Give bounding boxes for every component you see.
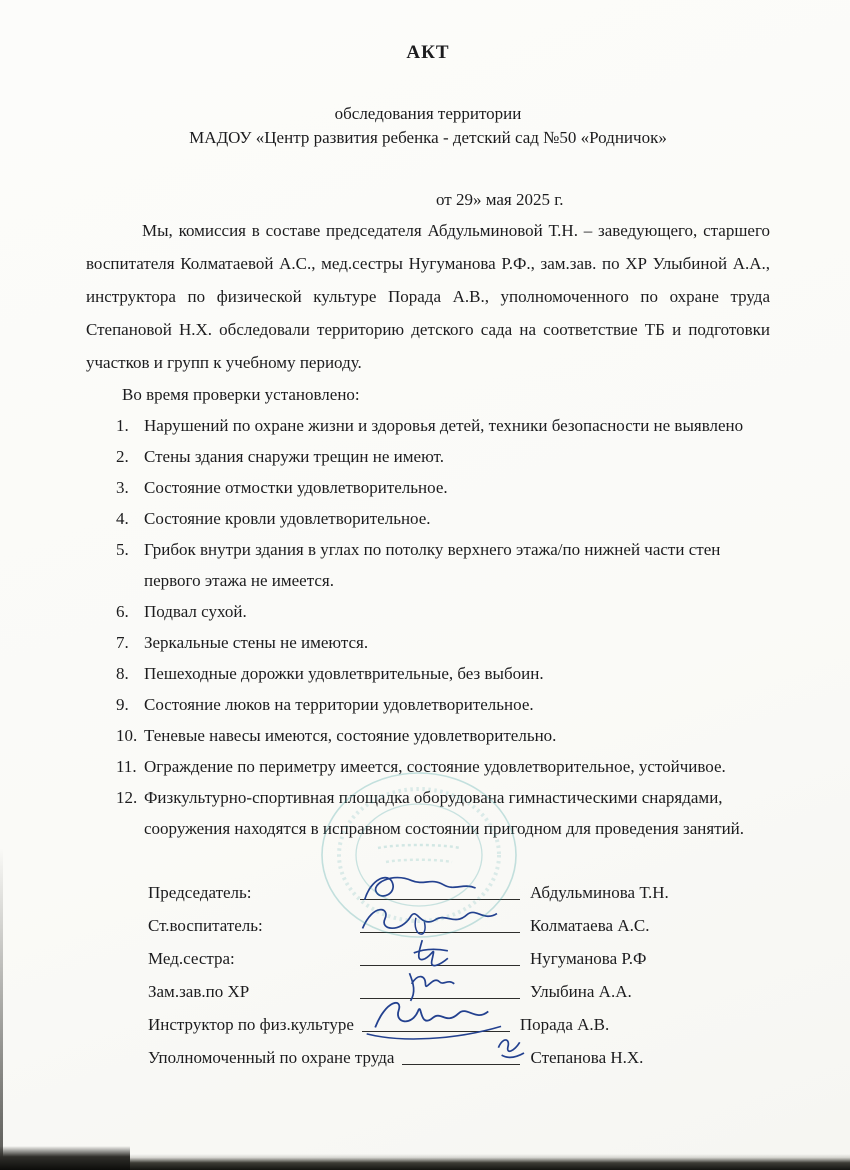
list-item <box>116 627 770 658</box>
signature-line <box>362 1012 510 1032</box>
signature-line <box>360 979 520 999</box>
list-item-text: Состояние люков на территории удовлетворительное. <box>144 695 534 714</box>
signature-name: Улыбина А.А. <box>530 982 632 1001</box>
list-item <box>116 689 770 720</box>
list-item <box>116 534 770 596</box>
list-item <box>116 503 770 534</box>
list-item-text: Подвал сухой. <box>144 602 247 621</box>
list-item <box>116 596 770 627</box>
list-item-number: 4. <box>116 509 129 528</box>
list-item-number: 8. <box>116 664 129 683</box>
signature-name: Абдульминова Т.Н. <box>530 883 669 902</box>
list-item-number: 3. <box>116 478 129 497</box>
list-item-text: Состояние отмостки удовлетворительное. <box>144 478 448 497</box>
scan-edge-left <box>0 848 3 1158</box>
signature-label: Мед.сестра: <box>148 949 235 968</box>
signature-label: Председатель: <box>148 883 252 902</box>
signature-name: Нугуманова Р.Ф <box>530 949 647 968</box>
list-item-number: 6. <box>116 602 129 621</box>
document-title: АКТ <box>406 42 450 63</box>
list-item-number: 11. <box>116 757 137 776</box>
signature-row <box>148 870 770 903</box>
signature-label: Ст.воспитатель: <box>148 916 263 935</box>
list-item <box>116 472 770 503</box>
scan-edge-bottom-left <box>0 1146 130 1170</box>
list-item-number: 10. <box>116 726 138 745</box>
signature-line <box>360 913 520 933</box>
signature-line <box>402 1045 520 1065</box>
list-item-number: 9. <box>116 695 129 714</box>
signature-row <box>148 903 770 936</box>
list-item-text: Грибок внутри здания в углах по потолку верхнего этажа/по нижней части стен первого этажа не имеется. <box>144 540 721 590</box>
list-item-number: 7. <box>116 633 129 652</box>
findings-list <box>116 410 770 844</box>
subtitle-line-1: обследования территории <box>334 104 522 123</box>
list-item <box>116 441 770 472</box>
body-paragraph: Мы, комиссия в составе председателя Абдульминовой Т.Н. – заведующего, старшего воспитателя Колматаевой А.С., мед.сестры Нугуманова Р.Ф., зам.зав. по ХР Улыбиной А.А., инструктора по физической культуре Порада А.В., уполномоченного по охране труда Степановой Н.Х. обследовали территорию детского сада на соответствие ТБ и подготовки участков и групп к учебному периоду. <box>86 221 770 372</box>
signature-row <box>148 1035 770 1068</box>
signature-line <box>360 880 520 900</box>
document-subtitle <box>86 102 770 150</box>
list-intro: Во время проверки установлено: <box>122 385 360 404</box>
list-item <box>116 751 770 782</box>
signature-row <box>148 936 770 969</box>
list-item-number: 12. <box>116 788 138 807</box>
list-item-text: Зеркальные стены не имеются. <box>144 633 369 652</box>
list-item-text: Пешеходные дорожки удовлетврительные, без выбоин. <box>144 664 544 683</box>
list-item-number: 1. <box>116 416 129 435</box>
signature-line <box>360 946 520 966</box>
list-item <box>116 658 770 689</box>
document-date: от 29» мая 2025 г. <box>436 190 564 209</box>
list-item-text: Состояние кровли удовлетворительное. <box>144 509 431 528</box>
list-item-text: Стены здания снаружи трещин не имеют. <box>144 447 444 466</box>
signature-block <box>148 870 770 1068</box>
signature-row <box>148 1002 770 1035</box>
list-item <box>116 410 770 441</box>
subtitle-line-2: МАДОУ «Центр развития ребенка - детский сад №50 «Родничок» <box>189 128 667 147</box>
list-item-text: Нарушений по охране жизни и здоровья детей, техники безопасности не выявлено <box>144 416 744 435</box>
signature-row <box>148 969 770 1002</box>
signature-name: Порада А.В. <box>519 1015 610 1034</box>
signature-label: Уполномоченный по охране труда <box>148 1048 395 1067</box>
signature-name: Степанова Н.Х. <box>530 1048 644 1067</box>
list-item-text: Теневые навесы имеются, состояние удовлетворительно. <box>144 726 557 745</box>
signature-label: Зам.зав.по ХР <box>148 982 250 1001</box>
list-item <box>116 720 770 751</box>
signature-label: Инструктор по физ.культуре <box>148 1015 354 1034</box>
list-item-text: Ограждение по периметру имеется, состояние удовлетворительное, устойчивое. <box>144 757 726 776</box>
list-item-text: Физкультурно-спортивная площадка оборудована гимнастическими снарядами, сооружения находятся в исправном состоянии пригодном для проведения занятий. <box>144 788 745 838</box>
signature-name: Колматаева А.С. <box>530 916 650 935</box>
list-item-number: 5. <box>116 540 129 559</box>
list-item <box>116 782 770 844</box>
list-item-number: 2. <box>116 447 129 466</box>
